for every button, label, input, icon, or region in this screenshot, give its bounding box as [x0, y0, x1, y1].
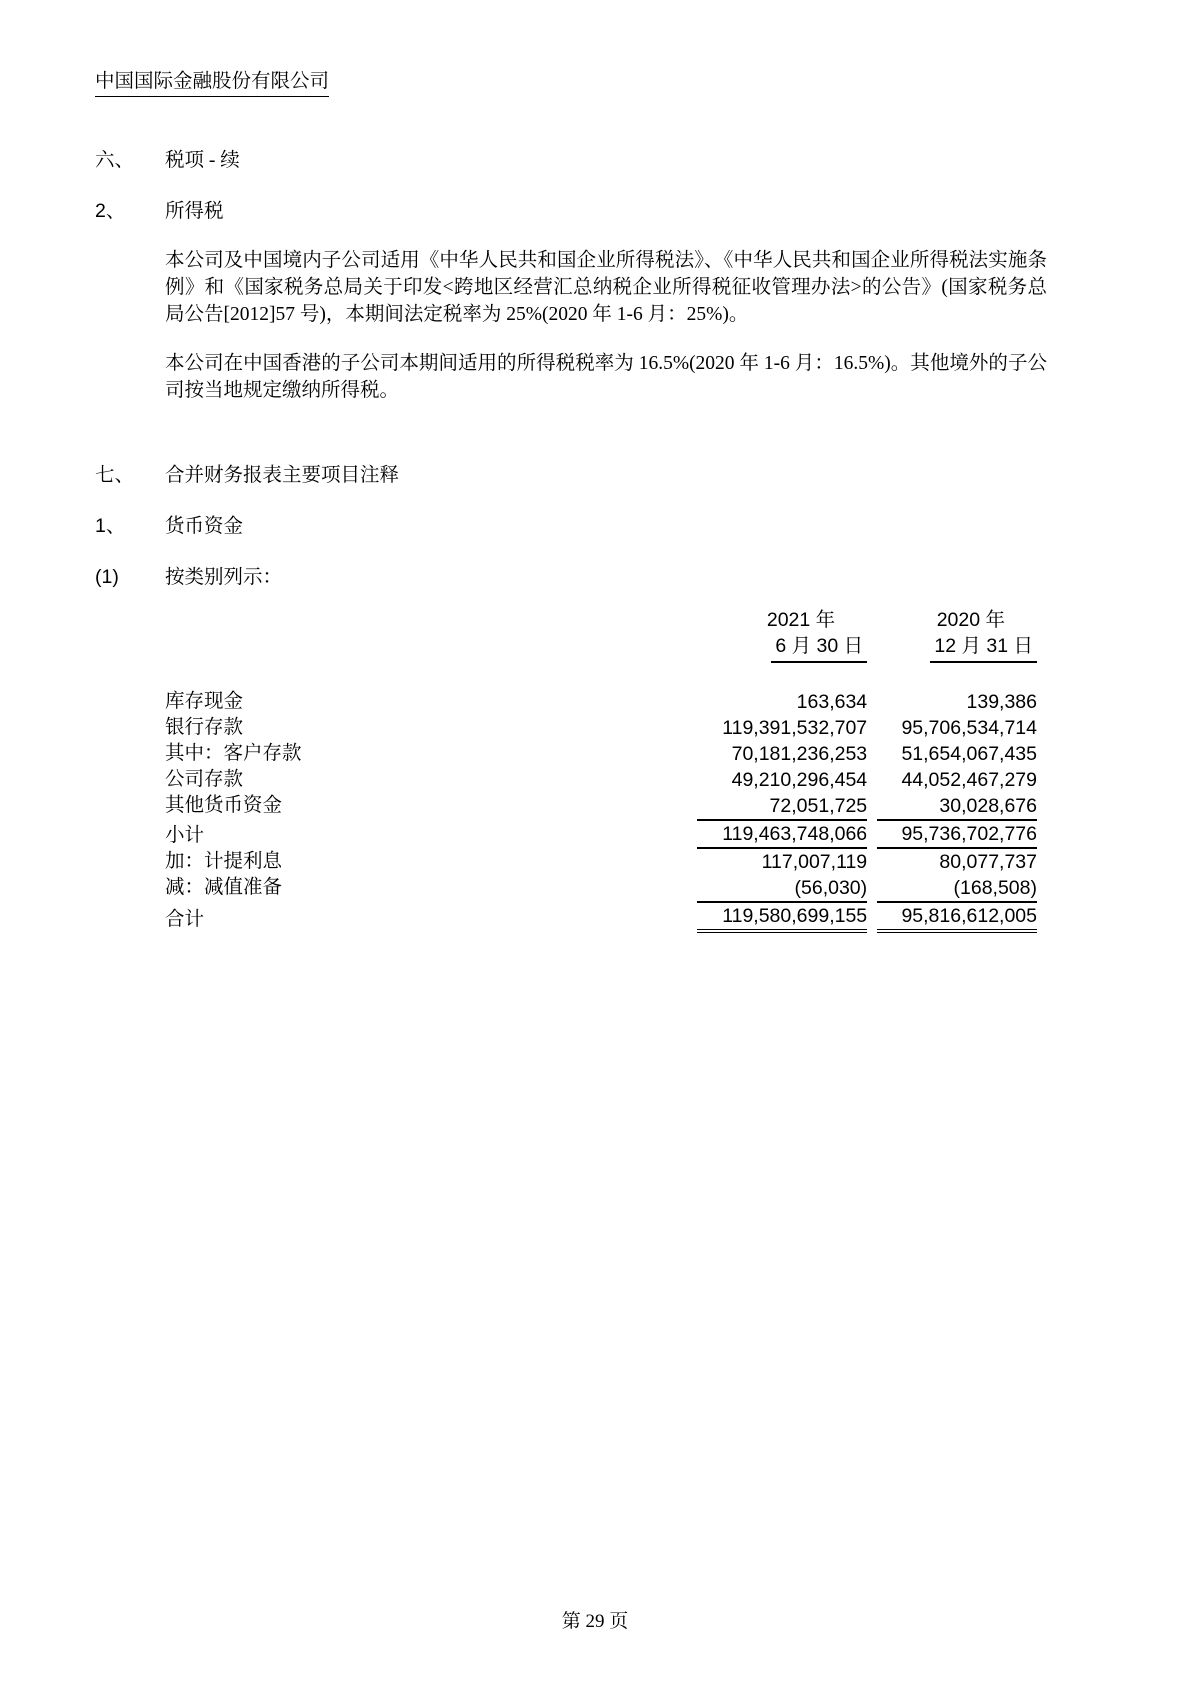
table-row-client-deposits [165, 741, 1037, 767]
table-row-bank-deposits [165, 715, 1037, 741]
item-number: (1) [95, 566, 119, 588]
date-label: 12 月 31 日 [930, 633, 1037, 663]
table-row-subtotal [165, 819, 1037, 849]
table-row-total [165, 901, 1037, 933]
value-2020: 30,028,676 [939, 795, 1037, 817]
value-2021: 70,181,236,253 [731, 743, 868, 765]
year-label: 2020 年 [936, 609, 1005, 631]
page-footer [0, 1608, 1190, 1635]
value-2021: 72,051,725 [769, 795, 868, 817]
table-row-accrued-interest [165, 849, 1037, 875]
column-header-2020-date [877, 633, 1037, 663]
subsection-number: 1、 [95, 515, 126, 537]
row-label: 银行存款 [165, 717, 244, 738]
value-2020: 95,706,534,714 [901, 717, 1037, 739]
row-label: 其中：客户存款 [165, 743, 302, 764]
document-header [95, 68, 1047, 97]
year-label: 2021 年 [766, 609, 836, 631]
section-number: 六、 [95, 150, 135, 171]
paragraph-prc-tax: 本公司及中国境内子公司适用《中华人民共和国企业所得税法》、《中华人民共和国企业所得税法实施条例》和《国家税务总局关于印发<跨地区经营汇总纳税企业所得税征收管理办法>的公告》(国家税务总局公告[2012]57 号)，本期间法定税率为 25%(2020 年 1-6 月：25%)。 [165, 250, 1047, 325]
section-title: 合并财务报表主要项目注释 [165, 465, 400, 486]
value-2021: 119,580,699,155 [697, 901, 867, 933]
value-2020: 139,386 [966, 691, 1037, 713]
value-2021: 117,007,119 [761, 851, 868, 873]
table-header-date-row [165, 633, 1037, 663]
subsection-cash-heading [95, 513, 1047, 540]
item-by-category-heading [95, 564, 1047, 591]
value-2021: 49,210,296,454 [731, 769, 868, 791]
table-row-impairment-allowance [165, 875, 1037, 901]
table-header-year-row [165, 607, 1037, 633]
value-2020: 51,654,067,435 [901, 743, 1037, 765]
table-row-company-deposits [165, 767, 1037, 793]
table-row-other-monetary-funds [165, 793, 1037, 819]
section-seven-heading [95, 462, 1047, 489]
row-label: 其他货币资金 [165, 795, 283, 816]
subsection-income-tax-heading [95, 198, 1047, 225]
subsection-title: 所得税 [165, 201, 224, 222]
paragraph-hk-tax: 本公司在中国香港的子公司本期间适用的所得税税率为 16.5%(2020 年 1-6 月：16.5%)。其他境外的子公司按当地规定缴纳所得税。 [165, 353, 1047, 401]
value-2020: 95,816,612,005 [877, 901, 1037, 933]
value-2021: 119,463,748,066 [697, 819, 867, 849]
row-label: 减：减值准备 [165, 877, 283, 898]
column-header-2021-year [697, 607, 867, 633]
page-number: 第 29 页 [561, 1611, 629, 1632]
column-header-2020-year [877, 607, 1037, 633]
row-label: 合计 [165, 909, 205, 930]
value-2021: 119,391,532,707 [722, 717, 868, 739]
row-label: 公司存款 [165, 769, 244, 790]
subsection-number: 2、 [95, 200, 126, 222]
row-label: 小计 [165, 825, 205, 846]
item-title: 按类别列示： [165, 567, 283, 588]
section-number: 七、 [95, 465, 135, 486]
section-six-heading [95, 147, 1047, 174]
document-content [95, 68, 1047, 933]
date-label: 6 月 30 日 [771, 633, 867, 663]
value-2020: 80,077,737 [939, 851, 1037, 873]
value-2021: 163,634 [796, 691, 868, 713]
row-label: 加：计提利息 [165, 851, 283, 872]
value-2021: (56,030) [794, 877, 868, 899]
value-2020: (168,508) [953, 877, 1037, 899]
cash-breakdown-table [155, 607, 1047, 933]
value-2020: 44,052,467,279 [901, 769, 1037, 791]
value-2020: 95,736,702,776 [877, 819, 1037, 849]
header-spacer-row [165, 663, 1037, 689]
section-title: 税项 - 续 [165, 150, 240, 171]
table-row-cash-on-hand [165, 689, 1037, 715]
column-header-2021-date [697, 633, 867, 663]
company-name: 中国国际金融股份有限公司 [95, 68, 329, 97]
row-label: 库存现金 [165, 691, 244, 712]
subsection-title: 货币资金 [165, 516, 244, 537]
